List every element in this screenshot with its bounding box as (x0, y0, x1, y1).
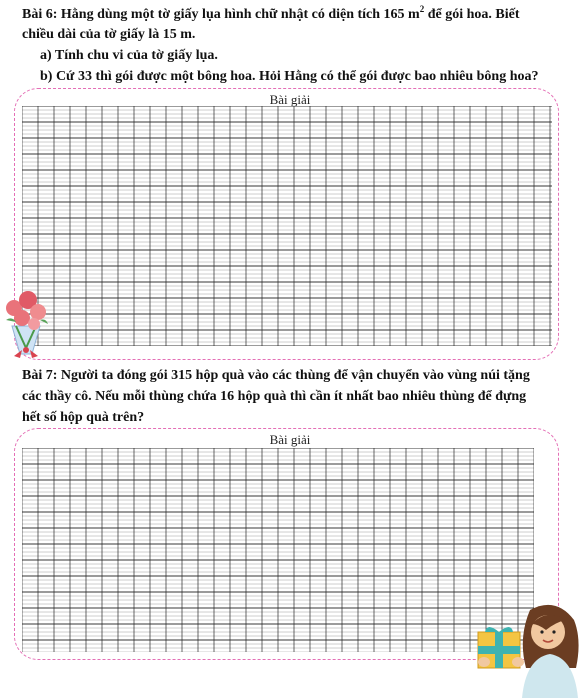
problem6-part-a: a) Tính chu vi của tờ giấy lụa. (40, 48, 218, 63)
problem6-line1 (22, 6, 520, 24)
problem7-line2: các thầy cô. Nếu mỗi thùng chứa 16 hộp quà thì cần ít nhất bao nhiêu thùng để đựng (22, 389, 527, 404)
problem6-part-b: b) Cứ 33 thì gói được một bông hoa. Hỏi Hằng có thể gói được bao nhiêu bông hoa? (40, 69, 539, 84)
problem6-line2: chiều dài của tờ giấy là 15 m. (22, 27, 196, 42)
problem6-line1-post: để gói hoa. Biết (424, 7, 520, 22)
flower-bouquet-icon (0, 286, 52, 362)
problem6-solution-label: Bài giải (269, 92, 311, 107)
problem6-line1-pre: Bài 6: Hằng dùng một tờ giấy lụa hình chữ nhật có diện tích 165 m (22, 7, 420, 22)
problem7-line1: Bài 7: Người ta đóng gói 315 hộp quà vào các thùng để vận chuyển vào vùng núi tặng (22, 368, 530, 383)
problem7-line3: hết số hộp quà trên? (22, 410, 145, 425)
problem7-solution-label: Bài giải (269, 432, 311, 447)
problem7-grid[interactable] (22, 448, 534, 652)
girl-with-gift-icon (474, 602, 580, 698)
unit-superscript: 2 (419, 4, 425, 14)
problem6-grid[interactable] (22, 106, 552, 346)
